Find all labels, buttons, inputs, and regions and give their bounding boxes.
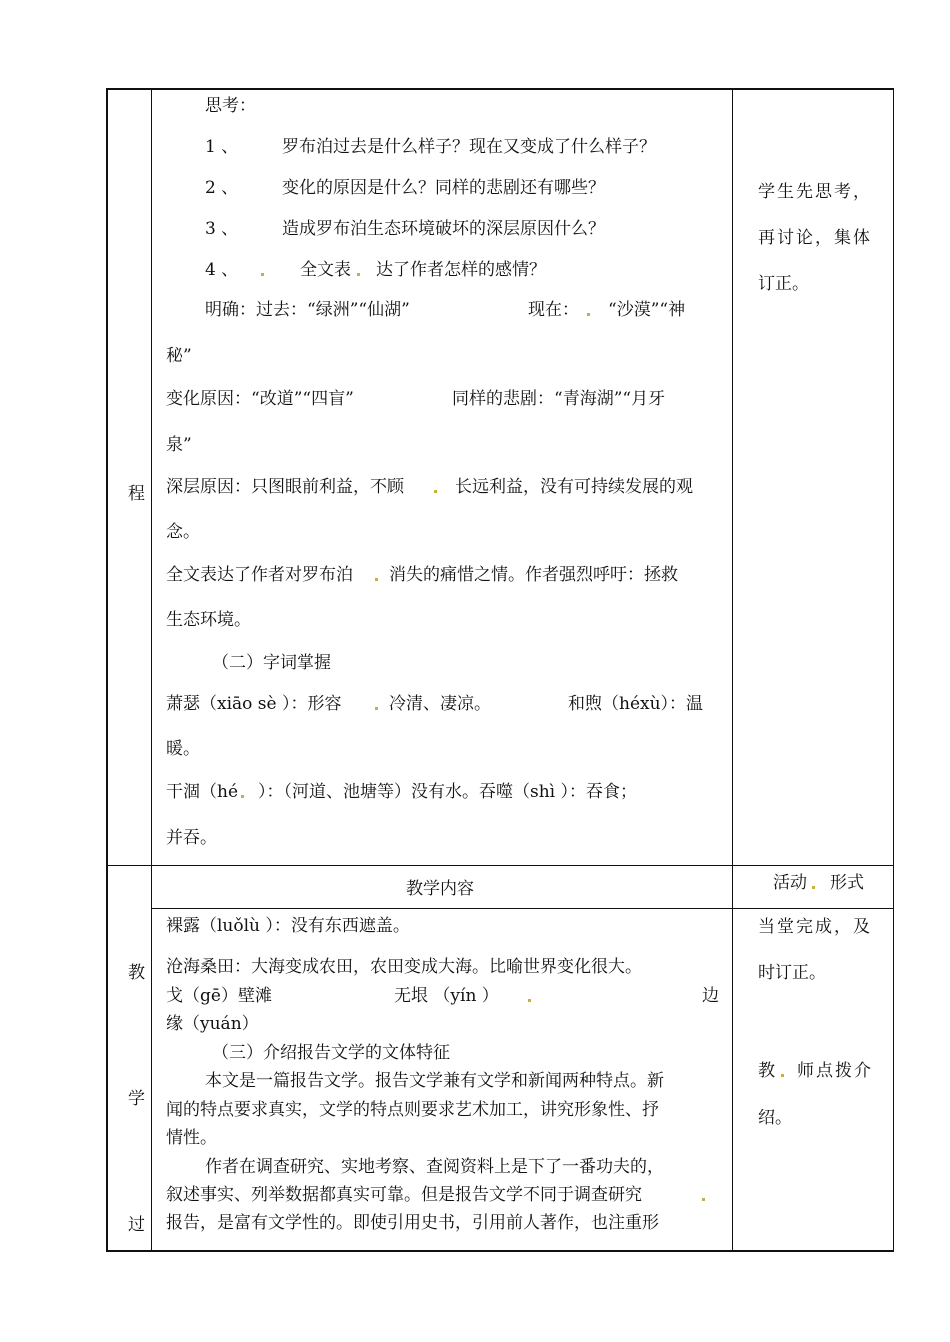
mark-dot [702,1198,705,1201]
question-4-part-a: 全文表 [300,260,351,280]
right-note-1-line-3: 订正。 [758,274,809,294]
paragraph-1-line-1: 本文是一篇报告文学。报告文学兼有文学和新闻两种特点。新 [205,1071,664,1091]
answer-3-part-c: 念。 [166,522,200,542]
word-2-part-a: 干涸（hé [166,782,239,802]
row-divider-2 [151,908,893,909]
right-note-2-line-2: 时订正。 [758,963,826,983]
answer-4-part-b: 消失的痛惜之情。作者强烈呼吁：拯救 [389,565,678,585]
word-2-part-b: ）：（河道、池塘等）没有水。吞噬（shì ）：吞食； [258,782,638,802]
mark-dot [781,1074,784,1077]
left-char-guo: 过 [128,1215,145,1235]
answer-3-part-a: 深层原因：只图眼前利益，不顾 [166,477,404,497]
question-3-number: 3 、 [205,219,239,239]
mark-dot [812,886,815,889]
paragraph-2-line-1: 作者在调查研究、实地考察、查阅资料上是下了一番功夫的， [205,1157,664,1177]
subheading-3: （三）介绍报告文学的文体特征 [212,1043,450,1063]
question-1-number: 1 、 [205,137,239,157]
word-2-part-c: 并吞。 [166,828,217,848]
word-5-part-c: 边 [702,986,719,1006]
answer-1-part-c: “沙漠”“神 [608,300,686,320]
left-char-cheng: 程 [128,484,145,504]
word-5-part-d: 缘（yuán） [166,1014,259,1034]
subheading-2: （二）字词掌握 [212,653,331,673]
right-note-2-line-3-part-b: 师点拨介 [797,1061,873,1081]
header-teaching-content: 教学内容 [406,879,474,899]
mark-dot [434,490,437,493]
right-note-2-line-3-part-a: 教 [758,1061,775,1081]
column-divider-right [732,90,733,1250]
word-1-part-d: 暖。 [166,739,200,759]
word-4: 沧海桑田：大海变成农田，农田变成大海。比喻世界变化很大。 [166,957,642,977]
question-2-number: 2 、 [205,178,239,198]
left-char-jiao: 教 [128,963,145,983]
paragraph-2-line-2: 叙述事实、列举数据都真实可靠。但是报告文学不同于调查研究 [166,1185,642,1205]
mark-dot [587,313,590,316]
think-heading: 思考： [205,96,256,116]
paragraph-1-line-3: 情性。 [166,1128,217,1148]
answer-2-part-b: 同样的悲剧：“青海湖”“月牙 [452,389,666,409]
answer-3-part-b: 长远利益，没有可持续发展的观 [455,477,693,497]
question-3: 造成罗布泊生态环境破坏的深层原因什么？ [282,219,605,239]
right-note-1-line-1: 学生先思考， [758,182,872,202]
left-char-xue: 学 [128,1089,145,1109]
question-1: 罗布泊过去是什么样子？现在又变成了什么样子？ [282,137,656,157]
answer-2-part-c: 泉” [166,435,192,455]
answer-4-part-c: 生态环境。 [166,610,251,630]
row-divider-1 [108,865,893,866]
word-1-part-c: 和煦（héxù）：温 [568,694,704,714]
right-note-1-line-2: 再讨论，集体 [758,228,872,248]
answer-4-part-a: 全文表达了作者对罗布泊 [166,565,353,585]
mark-dot [357,273,360,276]
word-1-part-a: 萧瑟（xiāo sè ）：形容 [166,694,342,714]
word-5-part-a: 戈（gē）壁滩 [166,986,272,1006]
question-4-part-b: 达了作者怎样的感情？ [376,260,546,280]
answer-1-part-a: 明确：过去：“绿洲”“仙湖” [205,300,410,320]
answer-1-part-b: 现在： [528,300,579,320]
answer-1-part-d: 秘” [166,346,192,366]
header-activity-part-b: 形式 [830,873,864,893]
right-note-2-line-4: 绍。 [758,1108,792,1128]
mark-dot [241,795,244,798]
answer-2-part-a: 变化原因：“改道”“四盲” [166,389,354,409]
question-4-number: 4 、 [205,260,239,280]
mark-dot [528,999,531,1002]
word-5-part-b: 无垠 （yín ） [394,986,499,1006]
paragraph-1-line-2: 闻的特点要求真实，文学的特点则要求艺术加工，讲究形象性、抒 [166,1100,659,1120]
paragraph-2-line-3: 报告，是富有文学性的。即使引用史书，引用前人著作，也注重形 [166,1213,659,1233]
right-note-2-line-1: 当堂完成，及 [758,917,872,937]
word-3: 裸露（luǒlù ）：没有东西遮盖。 [166,916,410,936]
header-activity-part-a: 活动 [773,873,807,893]
mark-dot [375,707,378,710]
mark-dot [261,273,264,276]
word-1-part-b: 冷清、凄凉。 [389,694,491,714]
mark-dot [375,578,378,581]
question-2: 变化的原因是什么？同样的悲剧还有哪些？ [282,178,605,198]
column-divider-left [151,90,152,1250]
